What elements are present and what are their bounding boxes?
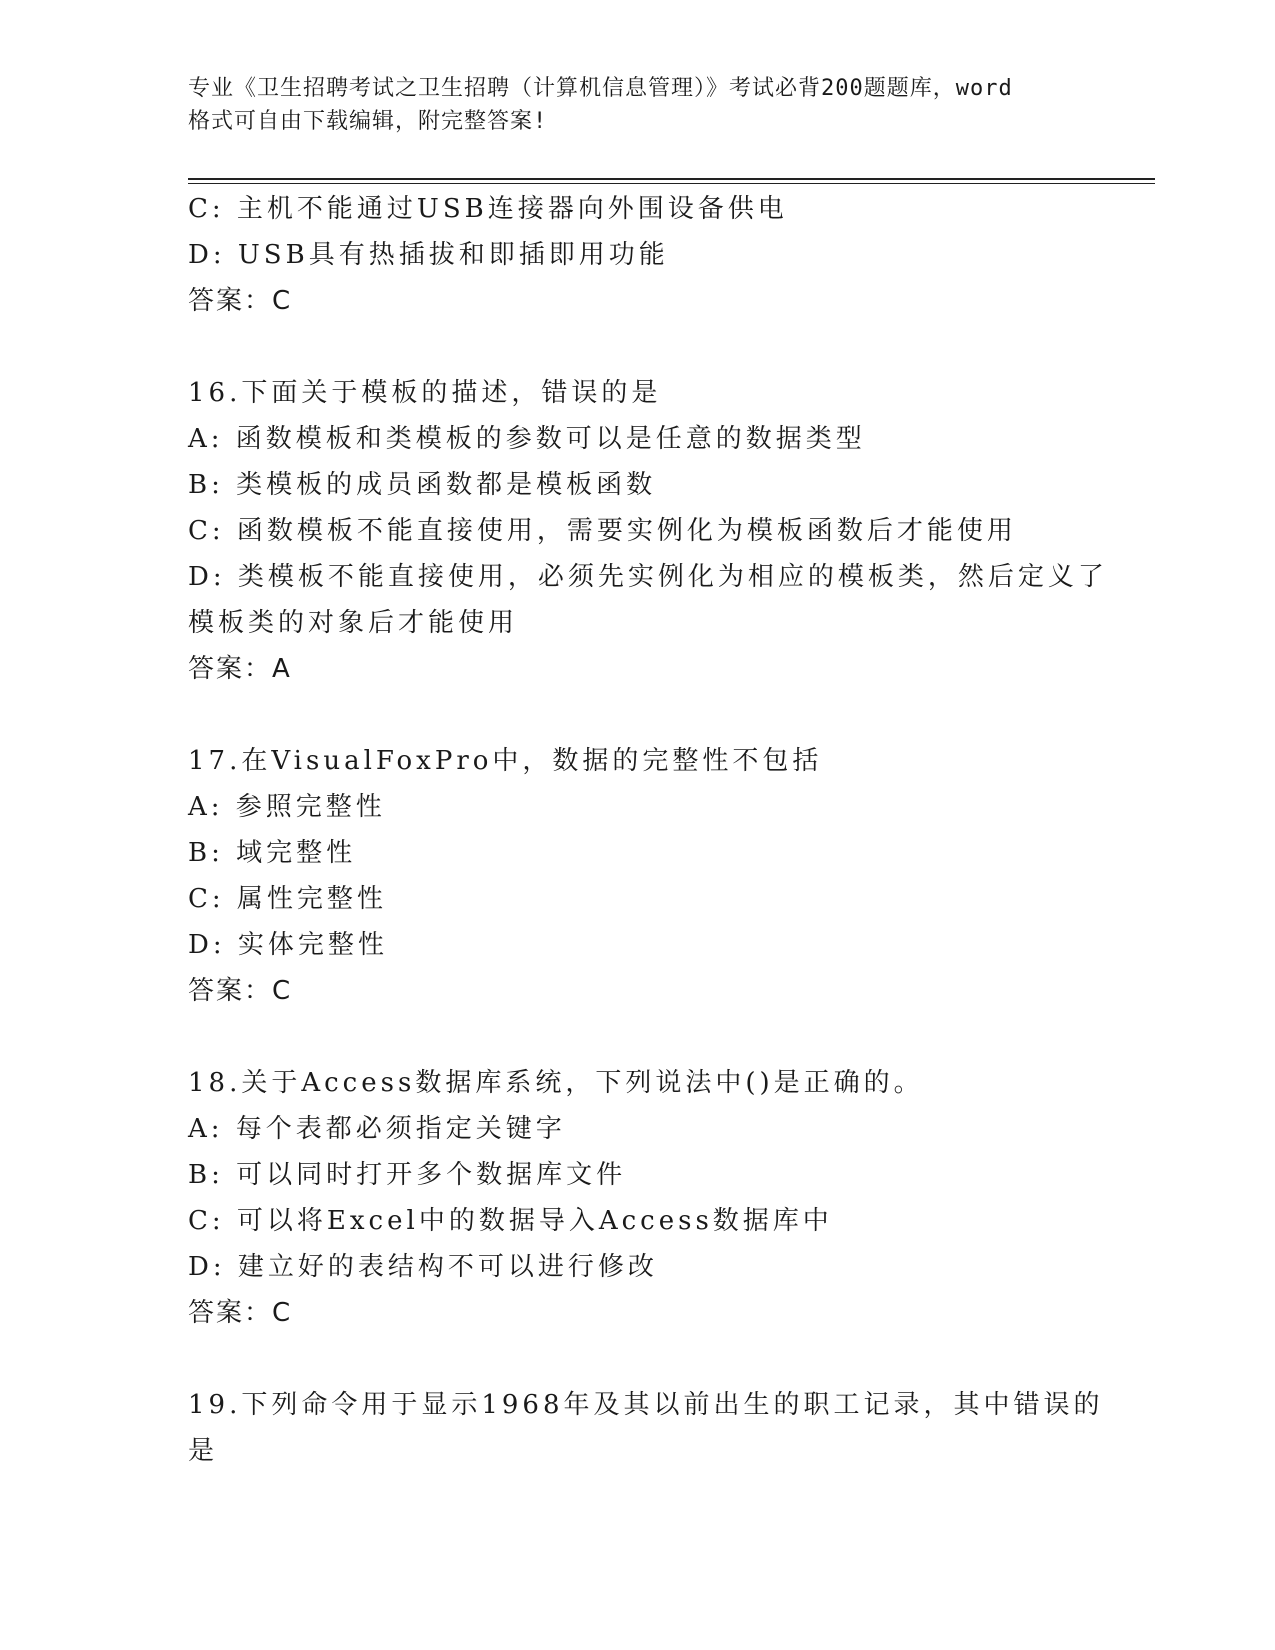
option-b: B: 域完整性: [188, 838, 357, 868]
option-a: A: 函数模板和类模板的参数可以是任意的数据类型: [188, 424, 866, 454]
option-d: D: 实体完整性: [188, 930, 388, 960]
option-b: B: 类模板的成员函数都是模板函数: [188, 470, 657, 500]
option-a: A: 每个表都必须指定关键字: [188, 1114, 566, 1144]
answer: 答案：C: [188, 286, 293, 316]
question-stem: 17.在VisualFoxPro中，数据的完整性不包括: [188, 746, 823, 776]
question-17: [188, 738, 1088, 1014]
question-16: [188, 370, 1108, 692]
option-d: D: 建立好的表结构不可以进行修改: [188, 1252, 658, 1282]
header-rule-thin: [188, 183, 1155, 184]
header-rule-thick: [188, 178, 1155, 180]
question-15-tail: [188, 186, 1088, 324]
option-c: C: 主机不能通过USB连接器向外围设备供电: [188, 194, 788, 224]
answer: 答案：A: [188, 654, 292, 684]
question-stem-line-2: 是: [188, 1436, 219, 1466]
option-d-line-1: D: 类模板不能直接使用，必须先实例化为相应的模板类，然后定义了: [188, 562, 1108, 592]
option-d-line-2: 模板类的对象后才能使用: [188, 608, 519, 638]
document-header: [188, 72, 1088, 138]
spacer: [188, 1336, 1088, 1382]
option-d: D: USB具有热插拔和即插即用功能: [188, 240, 669, 270]
spacer: [188, 324, 1088, 370]
option-c: C: 可以将Excel中的数据导入Access数据库中: [188, 1206, 833, 1236]
option-a: A: 参照完整性: [188, 792, 386, 822]
answer: 答案：C: [188, 976, 293, 1006]
question-list: [188, 186, 1108, 1474]
question-19: [188, 1382, 1104, 1474]
question-18: [188, 1060, 1088, 1336]
question-stem-line-1: 19.下列命令用于显示1968年及其以前出生的职工记录，其中错误的: [188, 1390, 1104, 1420]
option-c: C: 函数模板不能直接使用，需要实例化为模板函数后才能使用: [188, 516, 1017, 546]
spacer: [188, 692, 1088, 738]
header-line-2: 格式可自由下载编辑，附完整答案!: [188, 109, 548, 134]
answer: 答案：C: [188, 1298, 293, 1328]
question-stem: 18.关于Access数据库系统，下列说法中()是正确的。: [188, 1068, 924, 1098]
header-line-1: 专业《卫生招聘考试之卫生招聘（计算机信息管理）》考试必背200题题库，word: [188, 76, 1013, 101]
option-c: C: 属性完整性: [188, 884, 387, 914]
question-stem: 16.下面关于模板的描述，错误的是: [188, 378, 662, 408]
spacer: [188, 1014, 1088, 1060]
option-b: B: 可以同时打开多个数据库文件: [188, 1160, 627, 1190]
